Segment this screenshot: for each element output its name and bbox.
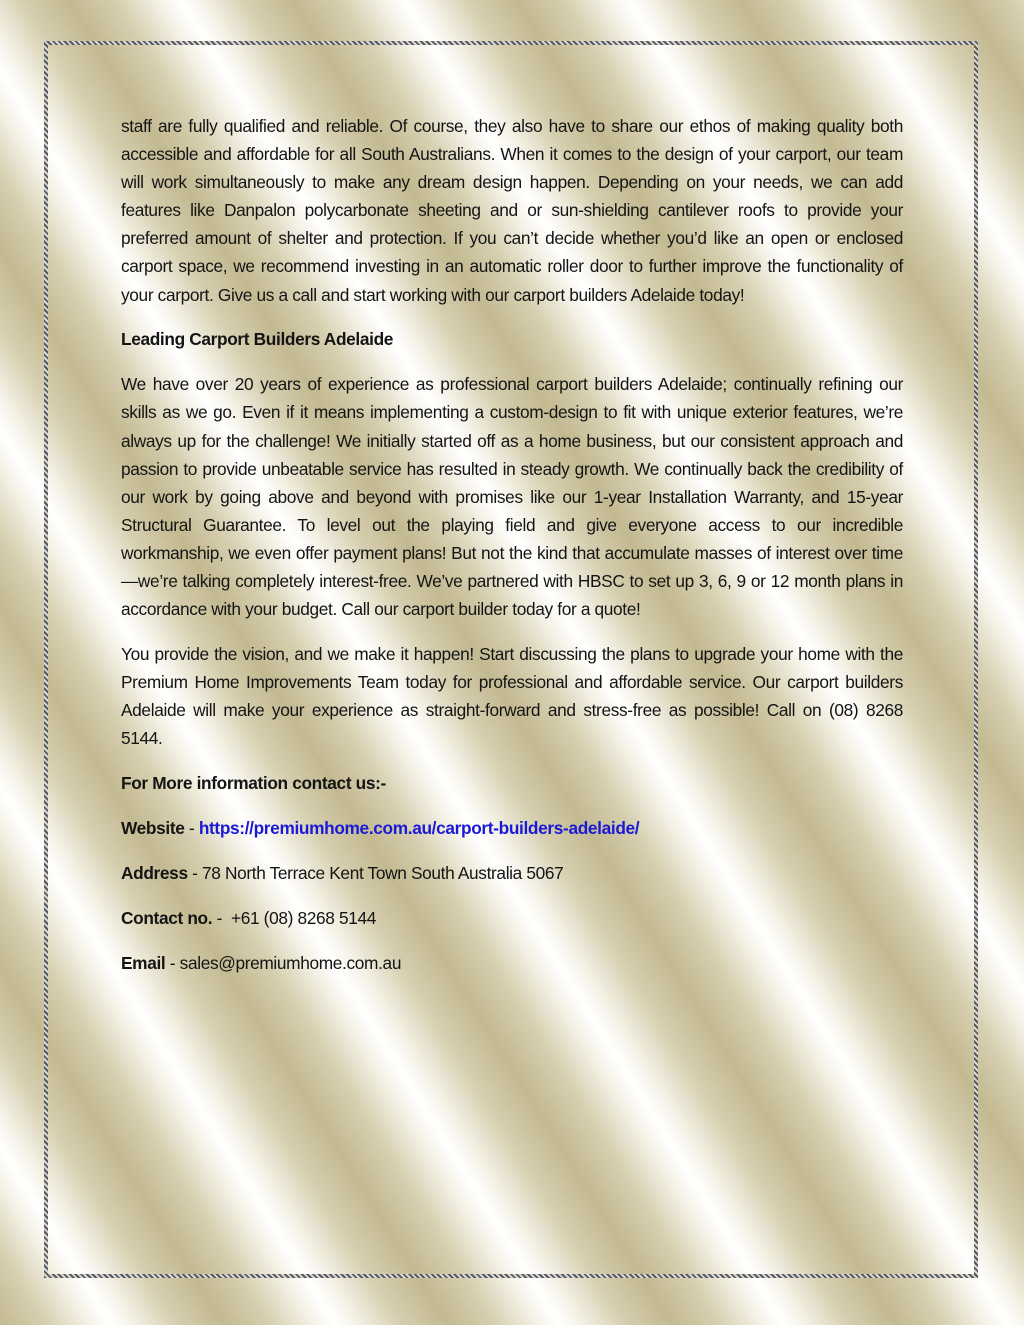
email-line (121, 949, 903, 977)
website-separator: - (184, 818, 199, 839)
intro-paragraph: staff are fully qualified and reliable. Of course, they also have to share our ethos of making quality both accessible and affordable for all South Australians. When it comes to the design of your carport, our team will work simultaneously to make any dream design happen. Depending on your needs, we can add features like Danpalon polycarbonate sheeting and or sun-shielding cantilever roofs to provide your preferred amount of shelter and protection. If you can’t decide whether you’d like an open or enclosed carport space, we recommend investing in an automatic roller door to further improve the functionality of your carport. Give us a call and start working with our carport builders Adelaide today! (121, 116, 903, 305)
website-label: Website (121, 818, 185, 839)
phone-line (121, 904, 903, 932)
email-value: sales@premiumhome.com.au (179, 952, 402, 973)
address-label: Address (121, 862, 188, 883)
website-line (121, 814, 903, 842)
email-separator: - (165, 952, 180, 973)
email-label: Email (121, 952, 166, 973)
experience-paragraph: We have over 20 years of experience as professional carport builders Adelaide; continually refining our skills as we go. Even if it means implementing a custom-design to fit with unique exterior features, we’re always up for the challenge! We initially started off as a home business, but our consistent approach and passion to provide unbeatable service has resulted in steady growth. We continually back the credibility of our work by going above and beyond with promises like our 1-year Installation Warranty, and 15-year Structural Guarantee. To level out the playing field and give everyone access to our incredible workmanship, we even offer payment plans! But not the kind that accumulate masses of interest over time—we’re talking completely interest-free. We’ve partnered with HBSC to set up 3, 6, 9 or 12 month plans in accordance with your budget. Call our carport builder today for a quote! (121, 374, 903, 620)
address-separator: - (187, 862, 203, 883)
call-to-action-paragraph: You provide the vision, and we make it happen! Start discussing the plans to upgrade your home with the Premium Home Improvements Team today for professional and affordable service. Our carport builders Adelaide will make your experience as straight-forward and stress-free as possible! Call on (08) 8268 5144. (121, 643, 903, 749)
website-link[interactable]: https://premiumhome.com.au/carport-builders-adelaide/ (198, 818, 640, 839)
phone-value: +61 (08) 8268 5144 (230, 907, 377, 928)
section-heading: Leading Carport Builders Adelaide (121, 329, 394, 350)
address-line (121, 859, 903, 887)
address-value: 78 North Terrace Kent Town South Australia 5067 (202, 862, 564, 883)
phone-label: Contact no. (121, 907, 213, 928)
document-body (121, 112, 903, 994)
phone-separator: - (212, 907, 231, 928)
contact-heading: For More information contact us:- (121, 773, 386, 794)
